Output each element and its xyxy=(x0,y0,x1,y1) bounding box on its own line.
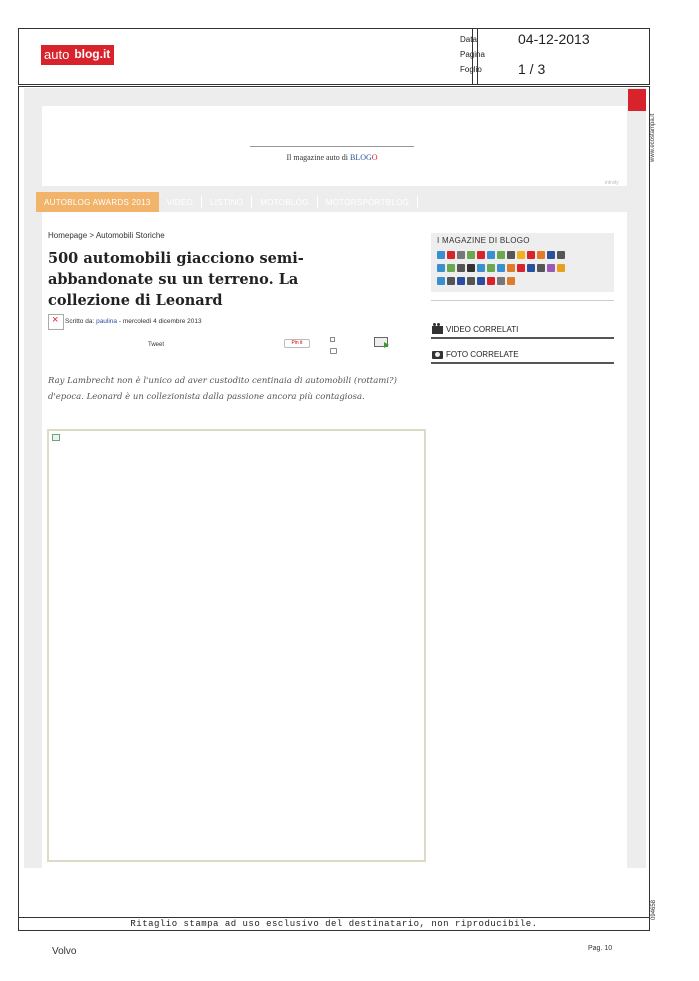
sidebar-rule xyxy=(431,362,614,364)
logo-text-auto: auto xyxy=(41,45,72,65)
nav-item-autoblog-awards[interactable]: AUTOBLOG AWARDS 2013 xyxy=(36,192,159,212)
data-value: 04-12-2013 xyxy=(518,31,590,47)
magazine-logo-icon[interactable] xyxy=(457,251,465,259)
magazine-logo-icon[interactable] xyxy=(507,251,515,259)
photo-camera-icon xyxy=(432,351,443,359)
magazine-logo-icon[interactable] xyxy=(517,251,525,259)
foglio-label: Foglio xyxy=(460,65,482,74)
magazine-logo-icon[interactable] xyxy=(457,277,465,285)
article-lead: Ray Lambrecht non è l'unico ad aver custodito centinaia di automobili (rottami?) d'epoca. Leonard è un collezionista dalla passione ancora più contagiosa. xyxy=(48,376,397,402)
main-nav xyxy=(36,192,626,212)
magazine-logo-icon[interactable] xyxy=(447,251,455,259)
breadcrumb[interactable]: Homepage > Automobili Storiche xyxy=(48,231,165,240)
magazine-logo-icon[interactable] xyxy=(527,251,535,259)
byline-date: - mercoledì 4 dicembre 2013 xyxy=(118,318,202,325)
vertical-source-url xyxy=(650,90,662,170)
magazine-logo-icon[interactable] xyxy=(457,264,465,272)
magazine-logo-icon[interactable] xyxy=(467,251,475,259)
magazine-logo-icon[interactable] xyxy=(507,277,515,285)
footer-left-label: Volvo xyxy=(52,946,77,957)
article-title: 500 automobili giacciono semi-abbandonate su un terreno. La collezione di Leonard xyxy=(48,250,304,309)
doc-code-text: 094658 xyxy=(651,899,657,920)
autoblog-logo xyxy=(41,45,114,65)
broken-image-icon xyxy=(52,434,60,441)
tagline-rule xyxy=(250,146,414,147)
source-url-text: www.ecostampa.it xyxy=(650,113,656,162)
magazine-logo-icon[interactable] xyxy=(497,264,505,272)
tagline-brand-o: O xyxy=(371,153,378,162)
site-tagline xyxy=(250,153,414,162)
magazine-logo-icon[interactable] xyxy=(547,251,555,259)
nav-separator xyxy=(417,196,418,208)
pin-it-button[interactable]: Pin it xyxy=(284,339,310,348)
video-camera-icon xyxy=(432,326,443,334)
magazine-icons-row xyxy=(437,277,515,285)
page-number: Pag. 10 xyxy=(588,945,613,952)
pagina-label: Pagina xyxy=(460,50,485,59)
magazine-logo-icon[interactable] xyxy=(437,251,445,259)
magazine-logo-icon[interactable] xyxy=(477,264,485,272)
magazine-logo-icon[interactable] xyxy=(557,251,565,259)
magazine-logo-icon[interactable] xyxy=(507,264,515,272)
comment-icon[interactable] xyxy=(330,348,337,354)
sidebar-rule xyxy=(431,337,614,339)
top-right-small-text: intrafy xyxy=(605,180,619,186)
logo-text-blog: blog.it xyxy=(72,45,114,65)
article-byline xyxy=(65,318,202,325)
magazine-logo-icon[interactable] xyxy=(487,264,495,272)
magazine-logo-icon[interactable] xyxy=(537,264,545,272)
magazine-logo-icon[interactable] xyxy=(447,277,455,285)
nav-item-motoblog[interactable]: MOTOBLOG xyxy=(260,198,309,207)
nav-item-motorsportblog[interactable]: MOTORSPORTBLOG xyxy=(325,198,410,207)
video-correlati-heading[interactable] xyxy=(432,325,518,334)
video-correlati-label: VIDEO CORRELATI xyxy=(446,325,519,334)
magazine-logo-icon[interactable] xyxy=(477,277,485,285)
magazine-logo-icon[interactable] xyxy=(497,277,505,285)
magazine-logo-icon[interactable] xyxy=(437,277,445,285)
magazine-logo-icon[interactable] xyxy=(517,264,525,272)
clipping-disclaimer: Ritaglio stampa ad uso esclusivo del destinatario, non riproducibile. xyxy=(130,919,538,929)
article-image[interactable] xyxy=(47,429,426,862)
magazine-logo-icon[interactable] xyxy=(547,264,555,272)
author-link[interactable]: paulina xyxy=(96,318,118,325)
foto-correlate-heading[interactable] xyxy=(432,350,519,359)
magazine-logo-icon[interactable] xyxy=(437,264,445,272)
magazine-icons-row xyxy=(437,264,565,272)
tweet-button[interactable]: Tweet xyxy=(148,342,165,348)
tagline-prefix: Il magazine auto di xyxy=(286,153,348,162)
magazine-logo-icon[interactable] xyxy=(497,251,505,259)
magazine-logo-icon[interactable] xyxy=(447,264,455,272)
data-label: Data xyxy=(460,35,477,44)
byline-prefix: Scritto da: xyxy=(65,318,95,325)
share-checkbox-icon[interactable] xyxy=(330,337,335,342)
magazine-logo-icon[interactable] xyxy=(477,251,485,259)
magazine-logo-icon[interactable] xyxy=(557,264,565,272)
nav-item-listino[interactable]: LISTINO xyxy=(210,198,244,207)
red-marker xyxy=(628,89,646,111)
magazines-title: I MAGAZINE DI BLOGO xyxy=(437,236,530,245)
tagline-brand[interactable]: BLOG xyxy=(349,153,372,162)
foto-correlate-label: FOTO CORRELATE xyxy=(446,350,519,359)
author-avatar-icon xyxy=(48,314,64,330)
magazine-logo-icon[interactable] xyxy=(527,264,535,272)
magazine-logo-icon[interactable] xyxy=(467,277,475,285)
magazine-logo-icon[interactable] xyxy=(537,251,545,259)
send-arrow-icon xyxy=(384,342,389,348)
sidebar-divider xyxy=(431,300,614,301)
foglio-value: 1 / 3 xyxy=(518,61,546,77)
nav-item-video[interactable]: VIDEO xyxy=(166,198,194,207)
magazine-logo-icon[interactable] xyxy=(487,277,495,285)
frame-bottom-line xyxy=(18,917,650,918)
magazine-logo-icon[interactable] xyxy=(487,251,495,259)
magazine-logo-icon[interactable] xyxy=(467,264,475,272)
magazine-icons-row xyxy=(437,251,565,259)
